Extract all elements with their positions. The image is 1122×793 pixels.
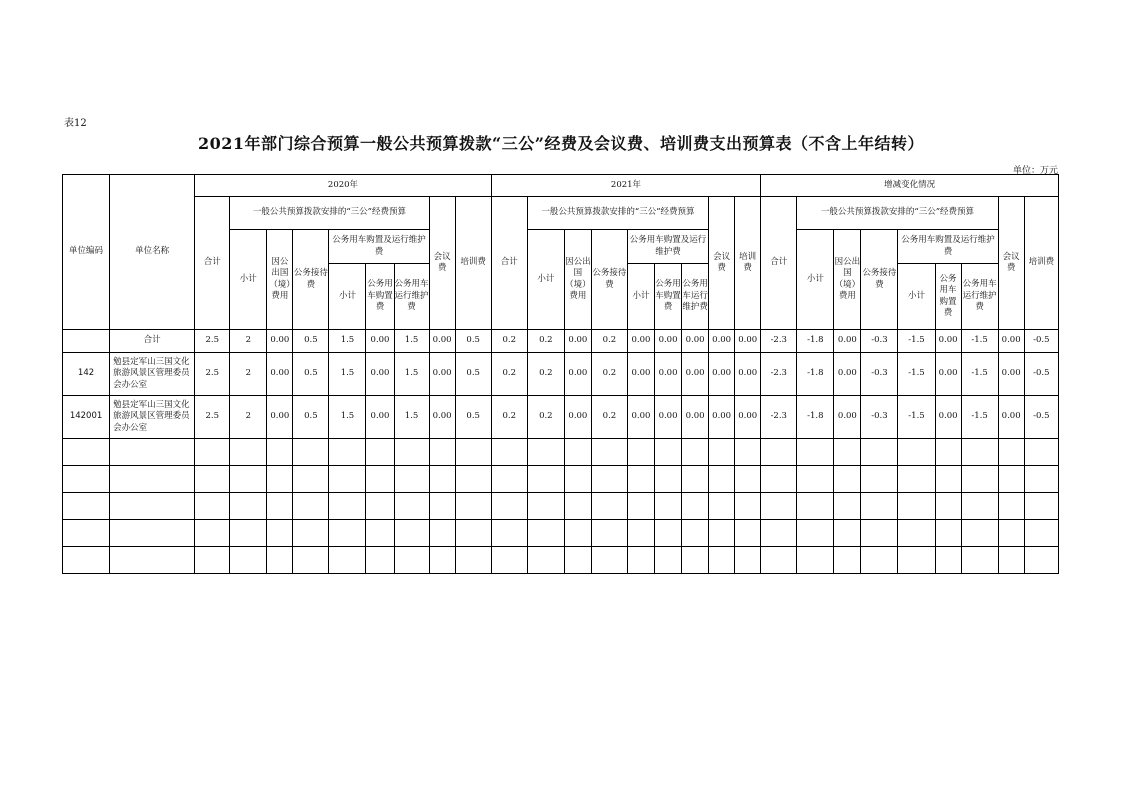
- header-three-public-2020: 一般公共预算拨款安排的“三公”经费预算: [230, 197, 429, 230]
- empty-row: [63, 439, 1059, 466]
- empty-cell: [834, 520, 861, 547]
- cell-value: -1.8: [797, 330, 834, 353]
- cell-value: 0.2: [491, 353, 527, 396]
- cell-value: 0.00: [267, 330, 293, 353]
- cell-value: -0.3: [861, 353, 898, 396]
- empty-cell: [627, 547, 654, 574]
- empty-cell: [682, 439, 709, 466]
- empty-cell: [267, 520, 293, 547]
- cell-value: 0.00: [655, 330, 682, 353]
- empty-cell: [293, 520, 329, 547]
- header-vehicle-purchase-2020: 公务用车购置费: [366, 264, 394, 330]
- cell-value: 0.00: [998, 330, 1024, 353]
- cell-value: 0.00: [366, 353, 394, 396]
- empty-cell: [898, 466, 935, 493]
- cell-value: 0.00: [429, 330, 455, 353]
- empty-cell: [564, 439, 591, 466]
- empty-cell: [455, 520, 491, 547]
- empty-cell: [394, 520, 429, 547]
- header-vehicle-subtotal-2020: 小计: [329, 264, 366, 330]
- cell-unit-code: 142001: [63, 396, 110, 439]
- cell-value: 1.5: [394, 396, 429, 439]
- empty-cell: [429, 466, 455, 493]
- cell-value: 0.00: [998, 353, 1024, 396]
- empty-cell: [709, 520, 735, 547]
- empty-cell: [527, 493, 564, 520]
- empty-cell: [998, 493, 1024, 520]
- empty-cell: [861, 466, 898, 493]
- empty-cell: [491, 547, 527, 574]
- empty-cell: [898, 493, 935, 520]
- empty-cell: [195, 466, 230, 493]
- header-total-change: 合计: [761, 197, 797, 330]
- empty-cell: [230, 439, 267, 466]
- header-vehicle-group-change: 公务用车购置及运行维护费: [898, 230, 998, 264]
- empty-cell: [267, 466, 293, 493]
- empty-cell: [961, 466, 998, 493]
- cell-value: 0.5: [455, 396, 491, 439]
- cell-value: 0.00: [627, 330, 654, 353]
- empty-cell: [961, 547, 998, 574]
- empty-cell: [935, 547, 961, 574]
- cell-value: 2: [230, 353, 267, 396]
- empty-cell: [1024, 547, 1058, 574]
- cell-value: 0.00: [682, 396, 709, 439]
- empty-cell: [455, 466, 491, 493]
- header-abroad-2020: 因公出国（境）费用: [267, 230, 293, 330]
- empty-cell: [394, 466, 429, 493]
- header-year-2021: 2021年: [491, 175, 761, 197]
- empty-row: [63, 520, 1059, 547]
- empty-cell: [709, 439, 735, 466]
- empty-cell: [998, 439, 1024, 466]
- empty-cell: [861, 547, 898, 574]
- cell-value: -0.5: [1024, 396, 1058, 439]
- cell-value: 0.00: [935, 396, 961, 439]
- empty-cell: [682, 493, 709, 520]
- empty-cell: [394, 439, 429, 466]
- empty-row: [63, 466, 1059, 493]
- empty-cell: [797, 520, 834, 547]
- cell-value: -0.3: [861, 396, 898, 439]
- empty-cell: [366, 547, 394, 574]
- table-body: [63, 330, 1059, 574]
- empty-cell: [627, 520, 654, 547]
- cell-value: 0.00: [682, 353, 709, 396]
- empty-cell: [527, 466, 564, 493]
- cell-value: 2.5: [195, 330, 230, 353]
- empty-cell: [329, 547, 366, 574]
- table-number: 表12: [64, 118, 87, 129]
- empty-cell: [655, 439, 682, 466]
- empty-cell: [898, 547, 935, 574]
- empty-cell: [935, 439, 961, 466]
- empty-cell: [834, 493, 861, 520]
- unit-label: 单位：万元: [1012, 166, 1058, 176]
- cell-value: 0.00: [627, 353, 654, 396]
- empty-cell: [491, 493, 527, 520]
- empty-cell: [564, 520, 591, 547]
- cell-value: 2.5: [195, 396, 230, 439]
- empty-cell: [230, 466, 267, 493]
- empty-cell: [63, 520, 110, 547]
- header-three-public-2021: 一般公共预算拨款安排的“三公”经费预算: [527, 197, 708, 230]
- empty-cell: [293, 466, 329, 493]
- cell-value: 2.5: [195, 353, 230, 396]
- empty-cell: [591, 520, 627, 547]
- header-vehicle-operation-change: 公务用车运行维护费: [961, 264, 998, 330]
- empty-cell: [935, 520, 961, 547]
- empty-cell: [898, 439, 935, 466]
- cell-value: 0.00: [627, 396, 654, 439]
- header-vehicle-subtotal-2021: 小计: [627, 264, 654, 330]
- empty-cell: [682, 466, 709, 493]
- empty-cell: [998, 466, 1024, 493]
- empty-cell: [455, 547, 491, 574]
- empty-cell: [591, 439, 627, 466]
- empty-cell: [761, 466, 797, 493]
- empty-cell: [1024, 439, 1058, 466]
- header-subtotal-change: 小计: [797, 230, 834, 330]
- cell-value: -1.5: [961, 396, 998, 439]
- empty-cell: [761, 520, 797, 547]
- empty-row: [63, 547, 1059, 574]
- header-abroad-2021: 因公出国（境）费用: [564, 230, 591, 330]
- empty-cell: [735, 520, 761, 547]
- cell-value: -0.3: [861, 330, 898, 353]
- empty-cell: [491, 520, 527, 547]
- cell-value: 1.5: [329, 396, 366, 439]
- budget-table: [62, 174, 1059, 574]
- cell-value: 1.5: [329, 330, 366, 353]
- empty-cell: [267, 493, 293, 520]
- empty-cell: [527, 439, 564, 466]
- empty-cell: [735, 547, 761, 574]
- empty-cell: [366, 439, 394, 466]
- empty-cell: [230, 493, 267, 520]
- header-meeting-2020: 会议费: [429, 197, 455, 330]
- header-reception-2020: 公务接待费: [293, 230, 329, 330]
- empty-cell: [1024, 466, 1058, 493]
- empty-cell: [230, 520, 267, 547]
- page-title: 2021年部门综合预算一般公共预算拨款“三公”经费及会议费、培训费支出预算表（不含上年结转）: [198, 134, 924, 153]
- header-vehicle-operation-2021: 公务用车运行维护费: [682, 264, 709, 330]
- empty-cell: [293, 439, 329, 466]
- empty-cell: [293, 493, 329, 520]
- empty-cell: [230, 547, 267, 574]
- cell-value: 0.00: [267, 396, 293, 439]
- empty-cell: [627, 493, 654, 520]
- cell-value: 0.2: [591, 353, 627, 396]
- cell-value: 0.2: [527, 353, 564, 396]
- empty-cell: [329, 520, 366, 547]
- cell-value: 0.2: [591, 396, 627, 439]
- cell-value: 0.5: [293, 396, 329, 439]
- empty-cell: [63, 547, 110, 574]
- cell-value: 0.00: [267, 353, 293, 396]
- cell-value: -2.3: [761, 330, 797, 353]
- empty-cell: [564, 493, 591, 520]
- cell-value: -1.5: [961, 353, 998, 396]
- cell-value: 0.00: [366, 330, 394, 353]
- cell-value: 0.00: [429, 396, 455, 439]
- empty-cell: [564, 547, 591, 574]
- empty-cell: [429, 520, 455, 547]
- empty-cell: [998, 547, 1024, 574]
- empty-cell: [110, 466, 195, 493]
- empty-cell: [861, 439, 898, 466]
- empty-cell: [195, 439, 230, 466]
- empty-cell: [63, 493, 110, 520]
- cell-value: 0.00: [735, 396, 761, 439]
- empty-cell: [861, 520, 898, 547]
- empty-cell: [429, 547, 455, 574]
- empty-cell: [735, 439, 761, 466]
- empty-cell: [329, 493, 366, 520]
- empty-cell: [735, 493, 761, 520]
- cell-value: 0.5: [293, 353, 329, 396]
- empty-cell: [898, 520, 935, 547]
- empty-cell: [861, 493, 898, 520]
- cell-value: 2: [230, 396, 267, 439]
- cell-unit-code: 142: [63, 353, 110, 396]
- empty-cell: [455, 493, 491, 520]
- empty-cell: [429, 439, 455, 466]
- empty-cell: [998, 520, 1024, 547]
- empty-cell: [761, 493, 797, 520]
- table-row: [63, 396, 1059, 439]
- cell-value: 0.00: [709, 330, 735, 353]
- header-vehicle-purchase-2021: 公务用车购置费: [655, 264, 682, 330]
- empty-cell: [1024, 520, 1058, 547]
- cell-value: 0.00: [735, 330, 761, 353]
- empty-cell: [591, 493, 627, 520]
- header-three-public-change: 一般公共预算拨款安排的“三公”经费预算: [797, 197, 998, 230]
- empty-cell: [834, 439, 861, 466]
- header-reception-change: 公务接待费: [861, 230, 898, 330]
- empty-cell: [797, 439, 834, 466]
- empty-cell: [761, 547, 797, 574]
- empty-cell: [834, 547, 861, 574]
- cell-value: 0.00: [564, 396, 591, 439]
- cell-value: 0.00: [655, 396, 682, 439]
- empty-cell: [655, 466, 682, 493]
- header-training-change: 培训费: [1024, 197, 1058, 330]
- cell-value: 0.5: [455, 330, 491, 353]
- cell-value: 0.2: [491, 396, 527, 439]
- empty-cell: [394, 547, 429, 574]
- cell-value: 0.2: [591, 330, 627, 353]
- empty-cell: [293, 547, 329, 574]
- cell-value: -1.8: [797, 396, 834, 439]
- empty-cell: [761, 439, 797, 466]
- cell-value: 0.00: [935, 353, 961, 396]
- header-meeting-change: 会议费: [998, 197, 1024, 330]
- empty-cell: [655, 547, 682, 574]
- empty-cell: [267, 439, 293, 466]
- empty-cell: [682, 547, 709, 574]
- empty-cell: [455, 439, 491, 466]
- empty-cell: [655, 493, 682, 520]
- cell-value: 0.00: [834, 396, 861, 439]
- header-abroad-change: 因公出国（境）费用: [834, 230, 861, 330]
- empty-cell: [491, 439, 527, 466]
- empty-cell: [834, 466, 861, 493]
- empty-cell: [329, 466, 366, 493]
- cell-value: 0.00: [564, 330, 591, 353]
- empty-cell: [1024, 493, 1058, 520]
- empty-cell: [627, 466, 654, 493]
- cell-value: 0.2: [491, 330, 527, 353]
- empty-cell: [110, 493, 195, 520]
- empty-cell: [961, 520, 998, 547]
- cell-value: 0.00: [564, 353, 591, 396]
- empty-cell: [63, 466, 110, 493]
- header-vehicle-operation-2020: 公务用车运行维护费: [394, 264, 429, 330]
- cell-value: 1.5: [329, 353, 366, 396]
- cell-value: -1.8: [797, 353, 834, 396]
- empty-cell: [366, 520, 394, 547]
- cell-value: 1.5: [394, 330, 429, 353]
- cell-unit-code: [63, 330, 110, 353]
- empty-cell: [110, 547, 195, 574]
- cell-value: 0.00: [834, 330, 861, 353]
- cell-value: 0.00: [709, 396, 735, 439]
- header-year-2020: 2020年: [195, 175, 492, 197]
- cell-value: 0.00: [366, 396, 394, 439]
- cell-value: 0.2: [527, 396, 564, 439]
- empty-cell: [709, 547, 735, 574]
- empty-cell: [195, 493, 230, 520]
- empty-cell: [935, 493, 961, 520]
- cell-value: 0.5: [293, 330, 329, 353]
- empty-cell: [527, 547, 564, 574]
- table-row: [63, 353, 1059, 396]
- header-subtotal-2020: 小计: [230, 230, 267, 330]
- header-total-2021: 合计: [491, 197, 527, 330]
- empty-cell: [366, 493, 394, 520]
- header-meeting-2021: 会议费: [709, 197, 735, 330]
- cell-value: 2: [230, 330, 267, 353]
- cell-unit-name: 勉县定军山三国文化旅游风景区管理委员会办公室: [110, 353, 195, 396]
- empty-cell: [797, 547, 834, 574]
- empty-cell: [797, 493, 834, 520]
- empty-row: [63, 493, 1059, 520]
- empty-cell: [394, 493, 429, 520]
- cell-value: 0.00: [709, 353, 735, 396]
- header-training-2021: 培训费: [735, 197, 761, 330]
- cell-value: 0.2: [527, 330, 564, 353]
- empty-cell: [591, 466, 627, 493]
- header-unit-name: 单位名称: [110, 175, 195, 330]
- empty-cell: [267, 547, 293, 574]
- empty-cell: [797, 466, 834, 493]
- empty-cell: [655, 520, 682, 547]
- cell-value: -0.5: [1024, 330, 1058, 353]
- empty-cell: [735, 466, 761, 493]
- cell-value: 0.00: [735, 353, 761, 396]
- empty-cell: [429, 493, 455, 520]
- empty-cell: [564, 466, 591, 493]
- cell-value: 0.00: [935, 330, 961, 353]
- empty-cell: [366, 466, 394, 493]
- empty-cell: [935, 466, 961, 493]
- empty-cell: [682, 520, 709, 547]
- cell-value: -2.3: [761, 353, 797, 396]
- empty-cell: [591, 547, 627, 574]
- empty-cell: [961, 493, 998, 520]
- empty-cell: [110, 439, 195, 466]
- cell-value: -1.5: [898, 396, 935, 439]
- cell-value: 0.5: [455, 353, 491, 396]
- cell-value: 1.5: [394, 353, 429, 396]
- cell-value: -1.5: [961, 330, 998, 353]
- empty-cell: [627, 439, 654, 466]
- header-unit-code: 单位编码: [63, 175, 110, 330]
- empty-cell: [329, 439, 366, 466]
- cell-value: 0.00: [834, 353, 861, 396]
- header-vehicle-subtotal-change: 小计: [898, 264, 935, 330]
- header-vehicle-group-2021: 公务用车购置及运行维护费: [627, 230, 708, 264]
- table-row: [63, 330, 1059, 353]
- header-reception-2021: 公务接待费: [591, 230, 627, 330]
- empty-cell: [63, 439, 110, 466]
- empty-cell: [709, 493, 735, 520]
- header-vehicle-group-2020: 公务用车购置及运行维护费: [329, 230, 429, 264]
- cell-unit-name: 勉县定军山三国文化旅游风景区管理委员会办公室: [110, 396, 195, 439]
- cell-value: 0.00: [655, 353, 682, 396]
- empty-cell: [195, 520, 230, 547]
- cell-value: 0.00: [682, 330, 709, 353]
- empty-cell: [491, 466, 527, 493]
- cell-value: 0.00: [429, 353, 455, 396]
- cell-value: -0.5: [1024, 353, 1058, 396]
- cell-unit-name: 合计: [110, 330, 195, 353]
- header-vehicle-purchase-change: 公务用车购置费: [935, 264, 961, 330]
- header-subtotal-2021: 小计: [527, 230, 564, 330]
- empty-cell: [961, 439, 998, 466]
- cell-value: -2.3: [761, 396, 797, 439]
- empty-cell: [527, 520, 564, 547]
- cell-value: -1.5: [898, 330, 935, 353]
- empty-cell: [195, 547, 230, 574]
- empty-cell: [709, 466, 735, 493]
- cell-value: -1.5: [898, 353, 935, 396]
- header-training-2020: 培训费: [455, 197, 491, 330]
- header-total-2020: 合计: [195, 197, 230, 330]
- empty-cell: [110, 520, 195, 547]
- cell-value: 0.00: [998, 396, 1024, 439]
- header-change: 增减变化情况: [761, 175, 1059, 197]
